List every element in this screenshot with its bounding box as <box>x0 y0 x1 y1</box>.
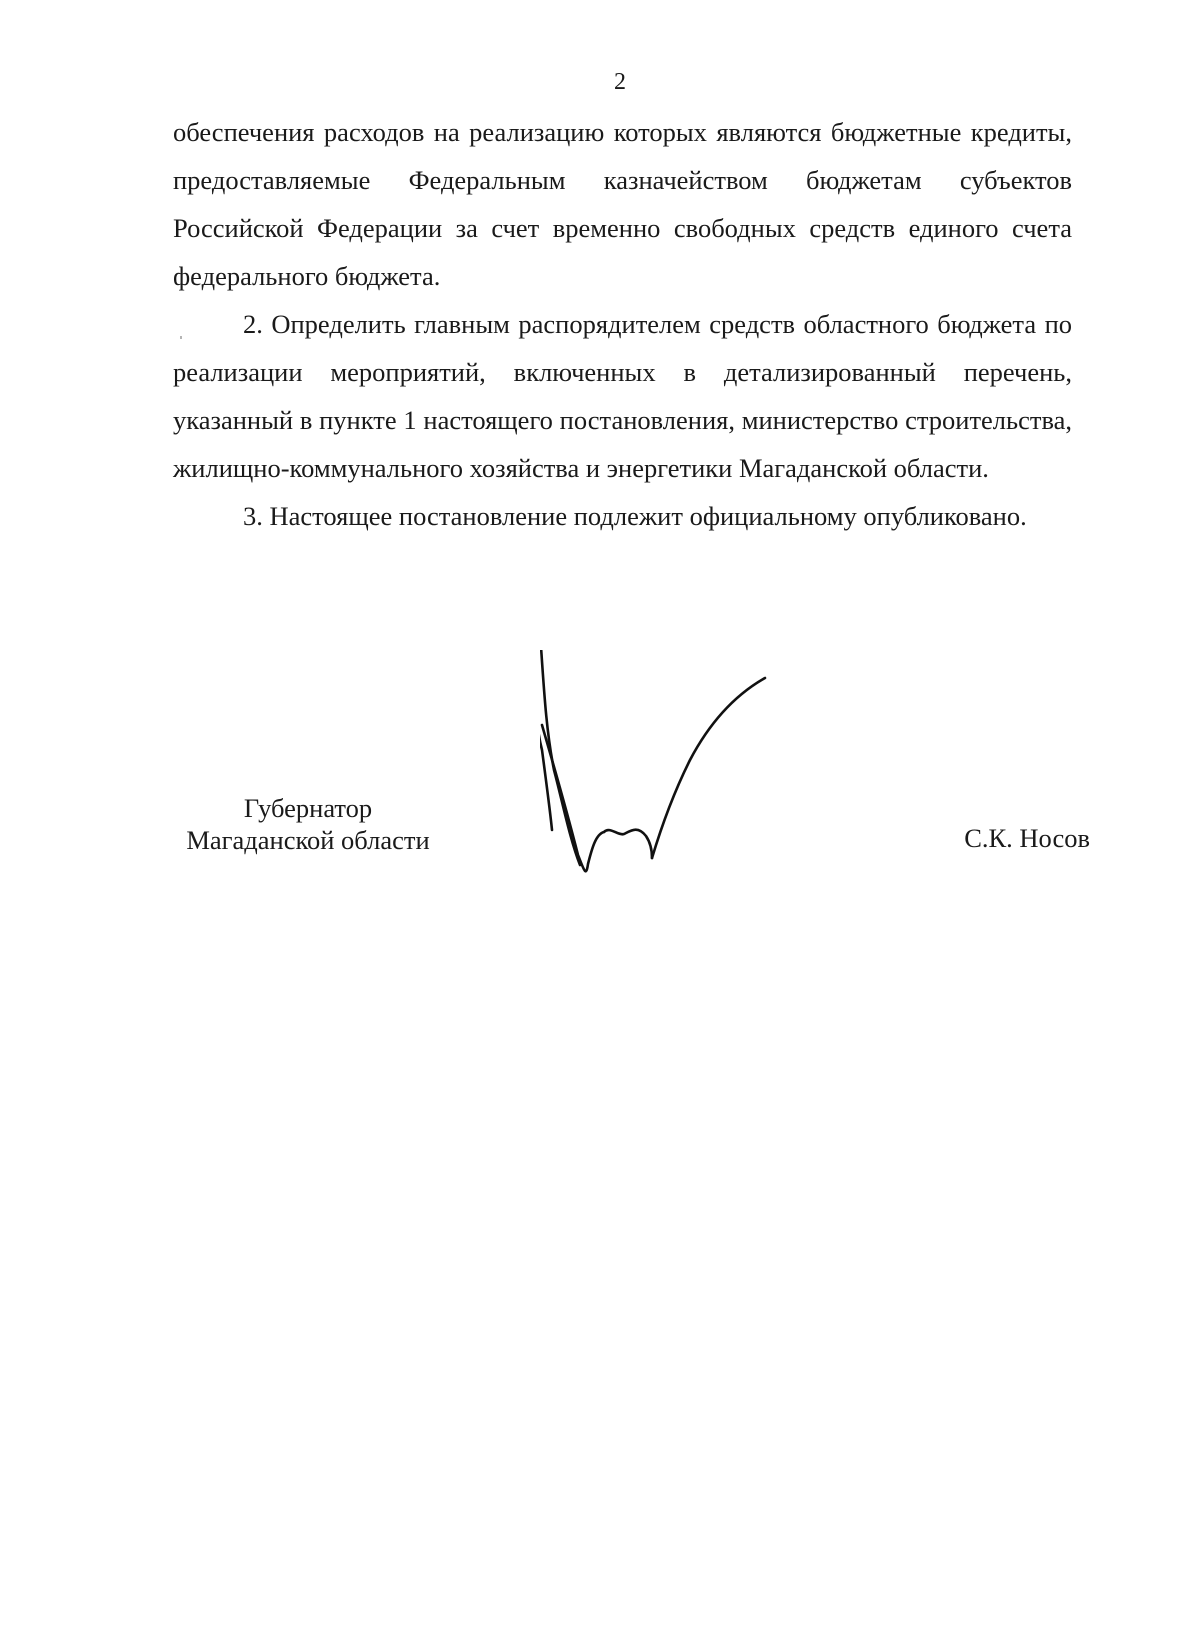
paragraph-item-3: 3. Настоящее постановление подлежит официальному опубликовано. <box>243 501 1027 531</box>
signer-position-line-2: Магаданской области <box>186 825 430 855</box>
signer-position-line-1: Губернатор <box>243 793 373 823</box>
handwritten-signature <box>540 650 830 910</box>
signer-name: С.К. Носов <box>964 823 1090 853</box>
paragraph-item-2: 2. Определить главным распорядителем средств областного бюджета по реализации мероприятий, включенных в детализированный перечень, указанный в пункте 1 настоящего постановления, министерство строительства, жилищно-коммунального хозяйства и энергетики Магаданской области. <box>173 309 1072 483</box>
paragraph-continuation: обеспечения расходов на реализацию которых являются бюджетные кредиты, предоставляемые Федеральным казначейством бюджетам субъектов Российской Федерации за счет временно свободных средств единого счета федерального бюджета. <box>173 117 1072 291</box>
signer-position <box>173 792 443 856</box>
page-number: 2 <box>614 69 626 95</box>
